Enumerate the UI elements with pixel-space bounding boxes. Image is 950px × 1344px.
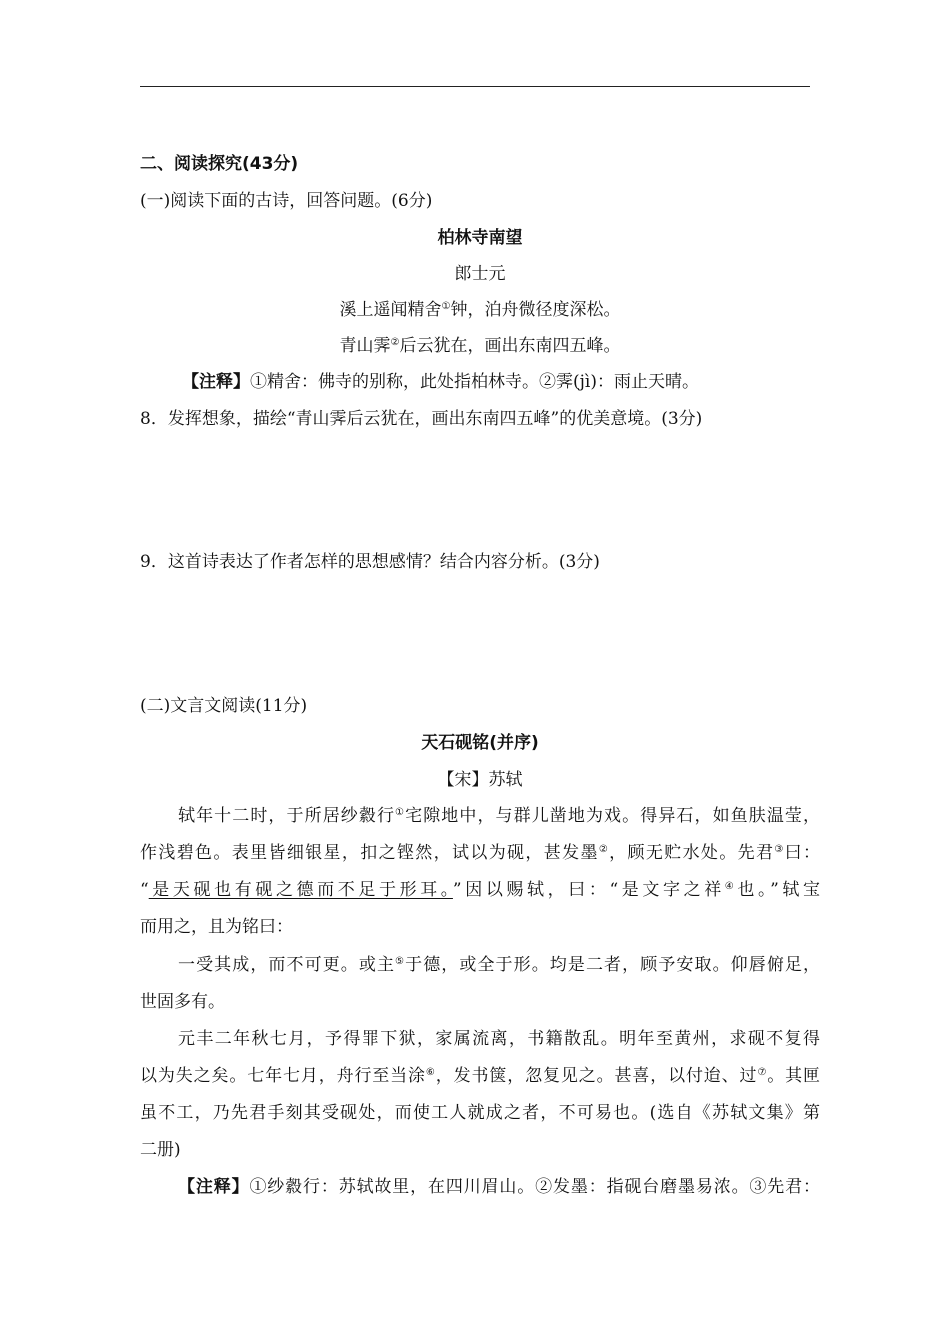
poem-line-1: [140, 298, 820, 322]
note-label: 【注释】: [182, 372, 250, 392]
p1-line-3: [140, 878, 820, 902]
p1-l1-b: 宅隙地中，与群儿凿地为戏。得异石，如鱼肤温莹，: [405, 806, 821, 826]
header-rule: [140, 86, 810, 87]
note-text: ①精舍：佛寺的别称，此处指柏林寺。②霁(jì)：雨止天晴。: [250, 372, 699, 392]
p1-l3-b: ”因以赐轼，曰：“是文字之祥: [452, 880, 725, 900]
p1-l3-open: “: [140, 880, 149, 900]
p1-l3-c: 也。”轼宝: [737, 880, 820, 900]
footnote-mark: ①: [441, 301, 451, 312]
prose-note: [178, 1175, 820, 1199]
question-8: 8．发挥想象，描绘“青山霁后云犹在，画出东南四五峰”的优美意境。(3分): [140, 409, 703, 429]
footnote-mark: ③: [774, 844, 785, 855]
part1-intro: (一)阅读下面的古诗，回答问题。(6分): [140, 191, 433, 211]
p3-line-2: [140, 1064, 820, 1088]
footnote-mark: ⑥: [425, 1067, 436, 1078]
p1-l2-b: ，顾无贮水处。先君: [609, 843, 775, 863]
section-heading: 二、阅读探究(43分): [140, 154, 299, 174]
poem-line-2-b: 后云犹在，画出东南四五峰。: [399, 336, 621, 356]
note-text: ①纱縠行：苏轼故里，在四川眉山。②发墨：指砚台磨墨易浓。③先君：: [249, 1177, 821, 1197]
p1-line-1: [178, 804, 820, 828]
footnote-mark: ⑦: [757, 1067, 768, 1078]
p3-l2-c: 。其匣: [767, 1066, 821, 1086]
p1-line-4: 而用之，且为铭曰：: [140, 917, 293, 937]
p3-line-3: 虽不工，乃先君手刻其受砚处，而使工人就成之者，不可易也。(选自《苏轼文集》第: [140, 1103, 820, 1123]
p2-l1-a: 一受其成，而不可更。或主: [178, 955, 396, 975]
poem-line-1-b: 钟，泊舟微径度深松。: [450, 300, 621, 320]
p1-l2-a: 作浅碧色。表里皆细银星，扣之铿然，试以为砚，甚发墨: [140, 843, 599, 863]
footnote-mark: ②: [390, 337, 400, 348]
p1-l2-c: 曰：: [784, 843, 821, 863]
poem-note: [182, 370, 862, 394]
p2-l1-b: 于德，或全于形。均是二者，顾予安取。仰唇俯足，: [405, 955, 821, 975]
poem-line-1-a: 溪上遥闻精舍: [339, 300, 442, 320]
prose-author: 【宋】苏轼: [437, 770, 523, 790]
p2-line-1: [178, 953, 820, 977]
p3-l2-b: ，发书箧，忽复见之。甚喜，以付迨、过: [435, 1066, 758, 1086]
footnote-mark: ②: [598, 844, 610, 855]
footnote-mark: ⑤: [395, 956, 406, 967]
poem-line-2-a: 青山霁: [339, 336, 391, 356]
poem-title: 柏林寺南望: [437, 228, 523, 248]
p3-line-1: 元丰二年秋七月，予得罪下狱，家属流离，书籍散乱。明年至黄州，求砚不复得: [178, 1029, 820, 1049]
question-9: 9．这首诗表达了作者怎样的思想感情？结合内容分析。(3分): [140, 552, 600, 572]
footnote-mark: ①: [395, 807, 406, 818]
p3-line-4: 二册): [140, 1140, 181, 1160]
p1-line-2: [140, 841, 820, 865]
footnote-mark: ④: [724, 881, 738, 892]
poem-author: 郎士元: [454, 264, 506, 284]
p2-line-2: 世固多有。: [140, 992, 225, 1012]
p1-l1-a: 轼年十二时，于所居纱縠行: [178, 806, 396, 826]
prose-title: 天石砚铭(并序): [421, 733, 539, 753]
underlined-sentence: 是天砚也有砚之德而不足于形耳。: [148, 880, 453, 900]
part2-intro: (二)文言文阅读(11分): [140, 696, 308, 716]
poem-line-2: [140, 334, 820, 358]
note-label: 【注释】: [178, 1177, 250, 1197]
p3-l2-a: 以为失之矣。七年七月，舟行至当涂: [140, 1066, 426, 1086]
